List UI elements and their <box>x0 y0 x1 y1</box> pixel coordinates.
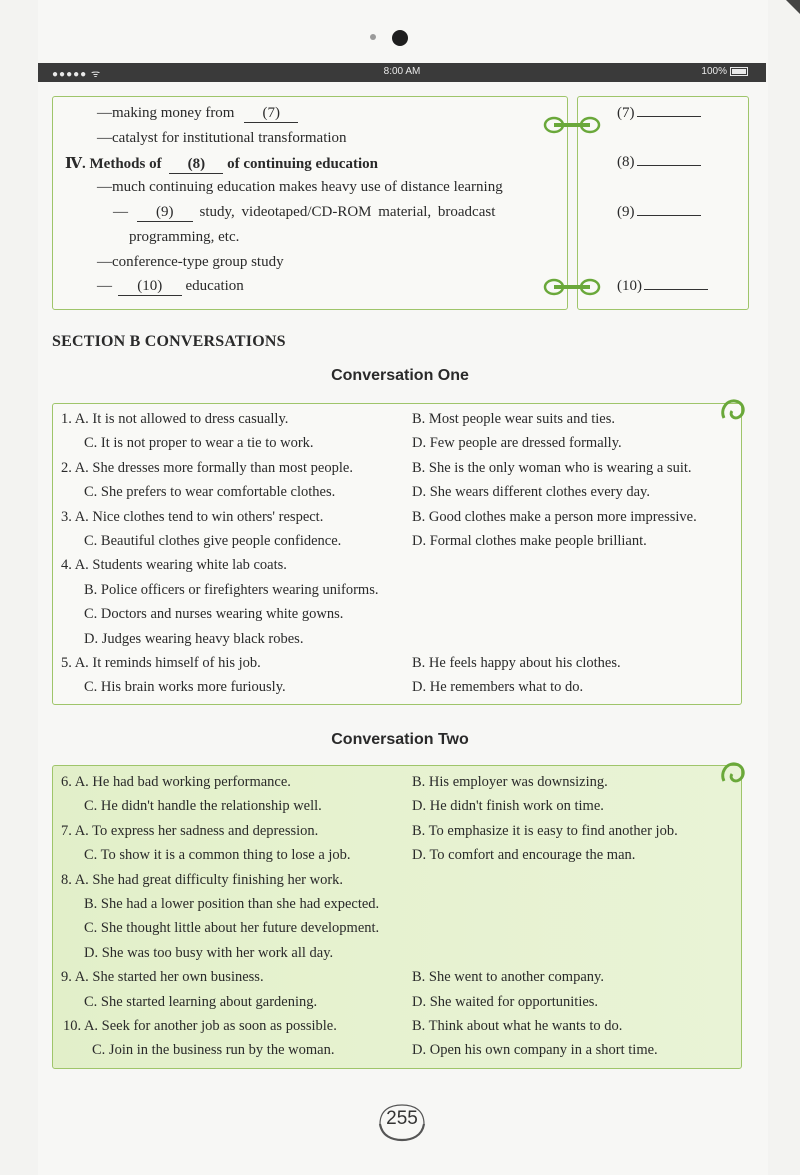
option-left[interactable]: C. It is not proper to wear a tie to work. <box>84 435 314 452</box>
option-left[interactable]: 3. A. Nice clothes tend to win others' respect. <box>61 508 324 525</box>
option-right[interactable]: B. She is the only woman who is wearing a suit. <box>412 459 692 476</box>
option-left[interactable]: C. He didn't handle the relationship well. <box>84 798 322 815</box>
outline-text: Ⅳ. Methods of <box>65 156 162 172</box>
answer-label: (8) <box>617 154 635 170</box>
outline-text: education <box>185 278 244 294</box>
option-right[interactable]: B. Think about what he wants to do. <box>412 1018 623 1034</box>
option-left[interactable]: C. Join in the business run by the woman. <box>92 1042 335 1059</box>
option-left[interactable]: 7. A. To express her sadness and depression. <box>61 822 319 839</box>
outline-text: — <box>97 278 112 294</box>
outline-line: —conference-type group study <box>97 254 284 270</box>
option-right[interactable]: D. Few people are dressed formally. <box>412 435 622 452</box>
option-left[interactable]: B. She had a lower position than she had expected. <box>84 896 380 912</box>
option-left[interactable]: D. Judges wearing heavy black robes. <box>84 630 304 647</box>
outline-heading <box>65 154 378 174</box>
blank-8: (8) <box>169 156 223 174</box>
option-right[interactable]: D. Open his own company in a short time. <box>412 1042 658 1059</box>
blank-9: (9) <box>137 204 193 222</box>
outline-text: —making money from <box>97 105 235 121</box>
option-right[interactable]: B. He feels happy about his clothes. <box>412 655 621 671</box>
option-left[interactable]: C. She prefers to wear comfortable clothes. <box>84 484 336 501</box>
answer-blank[interactable] <box>637 165 701 166</box>
outline-line: —much continuing education makes heavy use of distance learning <box>97 179 503 195</box>
answer-label: (7) <box>617 105 635 121</box>
outline-text: of continuing education <box>227 156 378 172</box>
page-number-badge <box>376 1102 428 1142</box>
answer-line-10 <box>617 278 708 295</box>
option-right[interactable]: D. Formal clothes make people brilliant. <box>412 533 647 549</box>
status-time: 8:00 AM <box>383 66 421 77</box>
option-left[interactable]: C. His brain works more furiously. <box>84 679 286 696</box>
option-left[interactable]: C. She started learning about gardening. <box>84 993 318 1010</box>
outline-text: study, videotaped/CD-ROM material, broadcast <box>199 204 496 220</box>
signal-icon: ●●●●● ᯤ <box>52 69 102 80</box>
option-left[interactable]: 8. A. She had great difficulty finishing her work. <box>61 871 344 888</box>
option-right[interactable]: D. He remembers what to do. <box>412 679 584 696</box>
battery-icon <box>730 67 748 76</box>
option-left[interactable]: C. She thought little about her future development. <box>84 920 380 937</box>
answer-line-9 <box>617 204 701 221</box>
option-right[interactable]: D. She waited for opportunities. <box>412 993 599 1010</box>
option-left[interactable]: 10. A. Seek for another job as soon as possible. <box>63 1018 337 1034</box>
page-number: 255 <box>386 1108 418 1129</box>
option-left[interactable]: 1. A. It is not allowed to dress casually. <box>61 411 289 427</box>
option-right[interactable]: D. She wears different clothes every day. <box>412 484 650 501</box>
blank-7: (7) <box>244 105 298 123</box>
answer-label: (10) <box>617 278 642 294</box>
option-left[interactable]: C. Beautiful clothes give people confidence. <box>84 533 342 549</box>
answer-line-8 <box>617 154 701 171</box>
blank-10: (10) <box>118 278 182 296</box>
answer-line-7 <box>617 105 701 122</box>
answer-blank[interactable] <box>644 289 708 290</box>
option-left[interactable]: D. She was too busy with her work all day. <box>84 944 334 961</box>
battery-status <box>701 66 748 77</box>
option-left[interactable]: C. To show it is a common thing to lose a job. <box>84 847 351 864</box>
option-right[interactable]: D. To comfort and encourage the man. <box>412 847 636 864</box>
page-corner-mark <box>786 0 800 14</box>
option-right[interactable]: B. His employer was downsizing. <box>412 774 608 790</box>
answer-blank[interactable] <box>637 116 701 117</box>
option-left[interactable]: B. Police officers or firefighters wearing uniforms. <box>84 581 379 598</box>
option-right[interactable]: B. Most people wear suits and ties. <box>412 411 615 427</box>
outline-line <box>97 278 244 296</box>
swirl-decoration-icon <box>718 396 748 426</box>
option-left[interactable]: 2. A. She dresses more formally than most people. <box>61 459 353 476</box>
option-left[interactable]: 5. A. It reminds himself of his job. <box>61 655 261 671</box>
option-left[interactable]: 9. A. She started her own business. <box>61 969 264 986</box>
conversation-one-title: Conversation One <box>331 367 469 384</box>
swirl-decoration-icon <box>718 759 748 789</box>
answer-label: (9) <box>617 204 635 220</box>
option-left[interactable]: 4. A. Students wearing white lab coats. <box>61 557 287 574</box>
outline-line: —catalyst for institutional transformation <box>97 130 347 146</box>
outline-line <box>97 105 298 123</box>
binder-ring-icon <box>542 277 602 297</box>
battery-percent: 100% <box>701 66 727 77</box>
camera-icon <box>392 30 408 46</box>
option-right[interactable]: B. To emphasize it is easy to find another job. <box>412 822 678 839</box>
option-right[interactable]: D. He didn't finish work on time. <box>412 798 604 815</box>
outline-text: — <box>113 204 128 220</box>
section-title: SECTION B CONVERSATIONS <box>52 333 286 350</box>
sensor-dot <box>370 34 376 40</box>
binder-ring-icon <box>542 115 602 135</box>
option-right[interactable]: B. She went to another company. <box>412 969 604 986</box>
option-right[interactable]: B. Good clothes make a person more impressive. <box>412 508 697 525</box>
status-bar <box>38 63 766 82</box>
option-left[interactable]: 6. A. He had bad working performance. <box>61 774 291 790</box>
conversation-two-title: Conversation Two <box>331 731 469 748</box>
answer-blank[interactable] <box>637 215 701 216</box>
option-left[interactable]: C. Doctors and nurses wearing white gowns. <box>84 606 344 623</box>
outline-line: programming, etc. <box>129 229 240 245</box>
outline-line <box>113 204 495 222</box>
